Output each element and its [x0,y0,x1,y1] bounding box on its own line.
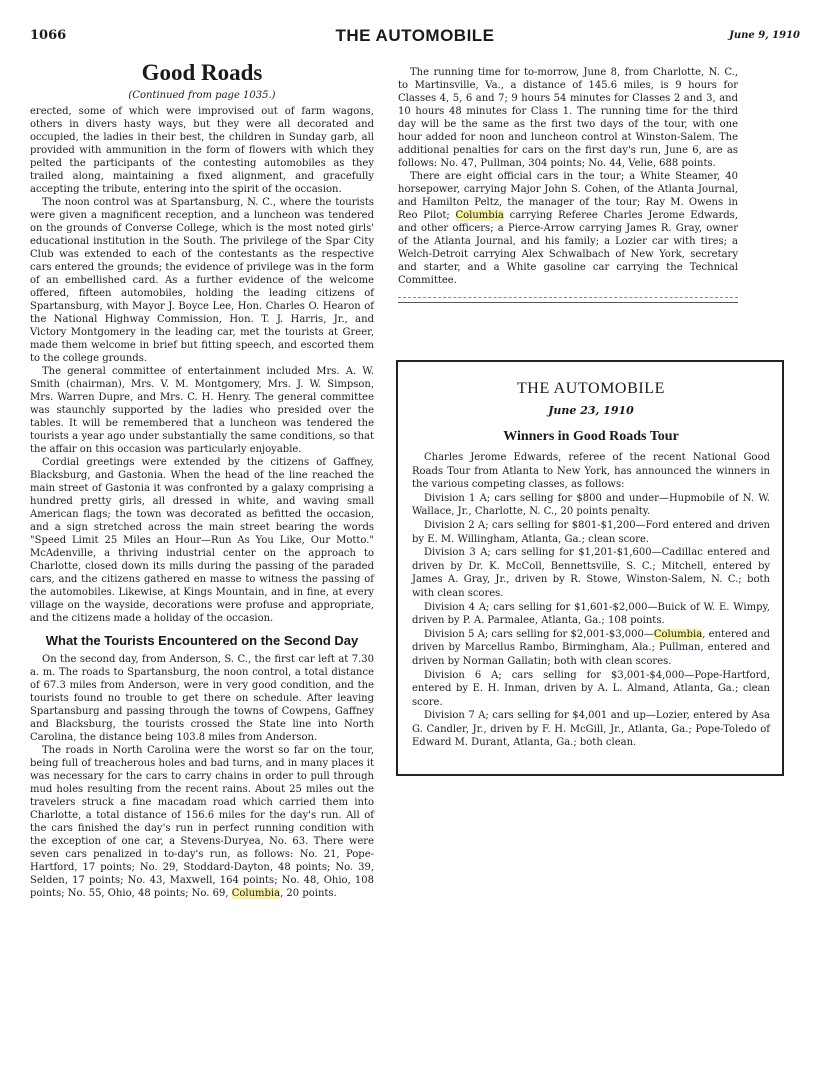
paragraph: On the second day, from Anderson, S. C., the first car left at 7.30 a. m. The roads to Spartansburg, the noon control, a total distance of 67.3 miles from Anderson, were in very good condition, and the tourists found no trouble to get there on schedule. After leaving Spartansburg and passing through the towns of Cowpens, Gaffney and Blacksburg, the tourists crossed the State line into North Carolina, the distance being 103.8 miles from Anderson. [30,654,374,743]
text-run: , entered and driven by Marcellus Rambo, Birmingham, Ala.; Pullman, entered and driven by Norman Gallatin; both with clean scores. [412,628,771,667]
paragraph [30,744,374,900]
page-header [30,28,800,50]
division-entry: Division 4 A; cars selling for $1,601-$2,000—Buick of W. E. Wimpy, driven by P. A. Parmalee, Atlanta, Ga.; 108 points. [412,601,770,627]
box-masthead: THE AUTOMOBILE [516,380,666,397]
paragraph: Cordial greetings were extended by the citizens of Gaffney, Blacksburg, and Gastonia. When the head of the line reached the main street of Gastonia it was confronted by a galaxy comprising a hundred pretty girls, all dressed in white, and waving small American flags; the town was decorated as befitted the occasion, and a sign stretched across the main street bearing the words "Speed Limit 25 Miles an Hour—Run As You Like, Our Motto." McAdenville, a thriving industrial center on the approach to Charlotte, closed down its mills during the passing of the paraded cars, and the citizens gathered en masse to witness the passing of the automobiles. Likewise, at Kings Mountain, and in fine, at every village on the wayside, decorations were profuse and appropriate, and the citizens made a holiday of the occasion. [30,457,374,624]
left-column [30,56,374,900]
box-title: Winners in Good Roads Tour [503,429,679,444]
paragraph: The general committee of entertainment included Mrs. A. W. Smith (chairman), Mrs. V. M. Montgomery, Mrs. J. W. Simpson, Mrs. Warren Dupre, and Mrs. C. H. Henry. The general committee was staunchly supported by the ladies who presided over the tables. It will be remembered that a luncheon was tendered the tourists a year ago under substantially the same conditions, so that the affair on this occasion was particularly enjoyable. [30,366,374,455]
section-title: Good Roads [141,60,263,85]
continued-note: (Continued from page 1035.) [128,90,276,101]
division-entry: Division 3 A; cars selling for $1,201-$1,600—Cadillac entered and driven by Dr. K. McColl, Bennettsville, S. C.; Mitchell, entered by James A. Gray, Jr., driven by R. Stowe, Winston-Salem, N. C.; both with clean scores. [412,547,770,599]
division-entry: Division 1 A; cars selling for $800 and under—Hupmobile of N. W. Wallace, Jr., Charlotte, N. C., 20 points penalty. [412,492,770,518]
text-run: The roads in North Carolina were the worst so far on the tour, being full of treacherous holes and bad turns, and in many places it was necessary for the cars to carry chains in order to pull through mud holes resulting from the recent rains. About 25 miles out the travelers struck a fine macadam road which carried them into Charlotte, a total distance of 156.6 miles for the day's run. All of the cars finished the day's run in perfect running condition with the exception of one car, a Stevens-Duryea, No. 63. There were seven cars penalized in to-day's run, as follows: No. 21, Pope-Hartford, 17 points; No. 29, Stoddard-Dayton, 48 points; No. 39, Selden, 17 points; No. 43, Maxwell, 164 points; No. 48, Ohio, 108 points; No. 55, Ohio, 48 points; No. 69, [30,745,374,899]
text-run: carrying Referee Charles Jerome Edwards, and other officers; a Pierce-Arrow carrying James R. Gray, owner of the Atlanta Journal, and his family; a Lozier car with tires; a Welch-Detroit carrying Alex Schwalbach of New York, secretary and starter, and a White gasoline car carrying the Technical Committee. [398,210,738,286]
paragraph: The running time for to-morrow, June 8, from Charlotte, N. C., to Martinsville, Va., a distance of 145.6 miles, is 9 hours for Classes 4, 5, 6 and 7; 9 hours 54 minutes for Classes 2 and 3, and 10 hours 48 minutes for Class 1. The running time for the third day will be the same as the first two days of the tour, with one hour added for noon and luncheon control at Winston-Salem. The additional penalties for cars on the first day's run, June 6, are as follows: No. 47, Pullman, 304 points; No. 44, Velie, 688 points. [398,67,738,169]
page-number: 1066 [30,28,67,43]
box-date: June 23, 1910 [548,404,634,417]
masthead: THE AUTOMOBILE [335,26,495,45]
highlighted-text: Columbia [653,628,703,640]
issue-date: June 9, 1910 [729,30,800,41]
divider [398,297,738,298]
highlighted-text: Columbia [455,210,504,221]
division-entry: Division 2 A; cars selling for $801-$1,200—Ford entered and driven by E. M. Willingham, Atlanta, Ga.; clean score. [412,519,770,545]
division-entry [412,628,770,669]
divider [398,302,738,303]
subheading: What the Tourists Encountered on the Second Day [45,633,359,648]
text-run: , 20 points. [280,888,337,899]
winners-box [396,360,784,776]
right-column [398,66,738,303]
division-entry: Division 6 A; cars selling for $3,001-$4,000—Pope-Hartford, entered by E. H. Inman, driven by A. L. Almand, Atlanta, Ga.; clean score. [412,669,770,708]
paragraph: The noon control was at Spartansburg, N. C., where the tourists were given a magnificent reception, and a luncheon was tendered on the grounds of Converse College, which is the most noted girls' educational institution in the South. The privilege of the Spar City Club was extended to each of the contestants as the respective cars entered the grounds; the evidence of privilege was in the form of an embellished card. As a further evidence of the welcome offered, fifteen automobiles, holding the leading citizens of Spartansburg, with Mayor J. Boyce Lee, Hon. Charles O. Hearon of the National Highway Commission, Hon. T. J. Harris, Jr., and Victory Montgomery in the leading car, met the tourists at Greer, made them welcome in brief but fitting speech, and escorted them to the college grounds. [30,197,374,364]
highlighted-text: Columbia [231,888,281,899]
text-run: Division 5 A; cars selling for $2,001-$3,000— [424,628,654,640]
division-entry: Division 7 A; cars selling for $4,001 and up—Lozier, entered by Asa G. Candler, Jr., driven by F. H. McGill, Jr., Atlanta, Ga.; Pope-Toledo of Edward M. Durant, Atlanta, Ga.; both clean. [412,710,770,749]
paragraph: erected, some of which were improvised out of farm wagons, others in divers hasty ways, but they were all decorated and occupied, the ladies in their best, the children in Sunday garb, all provided with ammunition in the form of flowers with which they pelted the participants of the contesting automobiles as they trailed along, maintaining a fixed alignment, and gracefully accepting the tribute, entering into the spirit of the occasion. [30,106,374,195]
paragraph: Charles Jerome Edwards, referee of the recent National Good Roads Tour from Atlanta to New York, has announced the winners in the various competing classes, as follows: [412,452,770,491]
text-run: There are eight official cars in the tour; a White Steamer, 40 horsepower, carrying Major John S. Cohen, of the Atlanta Journal, and Hamilton Peltz, the manager of the tour; Ray M. Owens in Reo Pilot; [398,171,738,221]
paragraph [398,170,738,287]
